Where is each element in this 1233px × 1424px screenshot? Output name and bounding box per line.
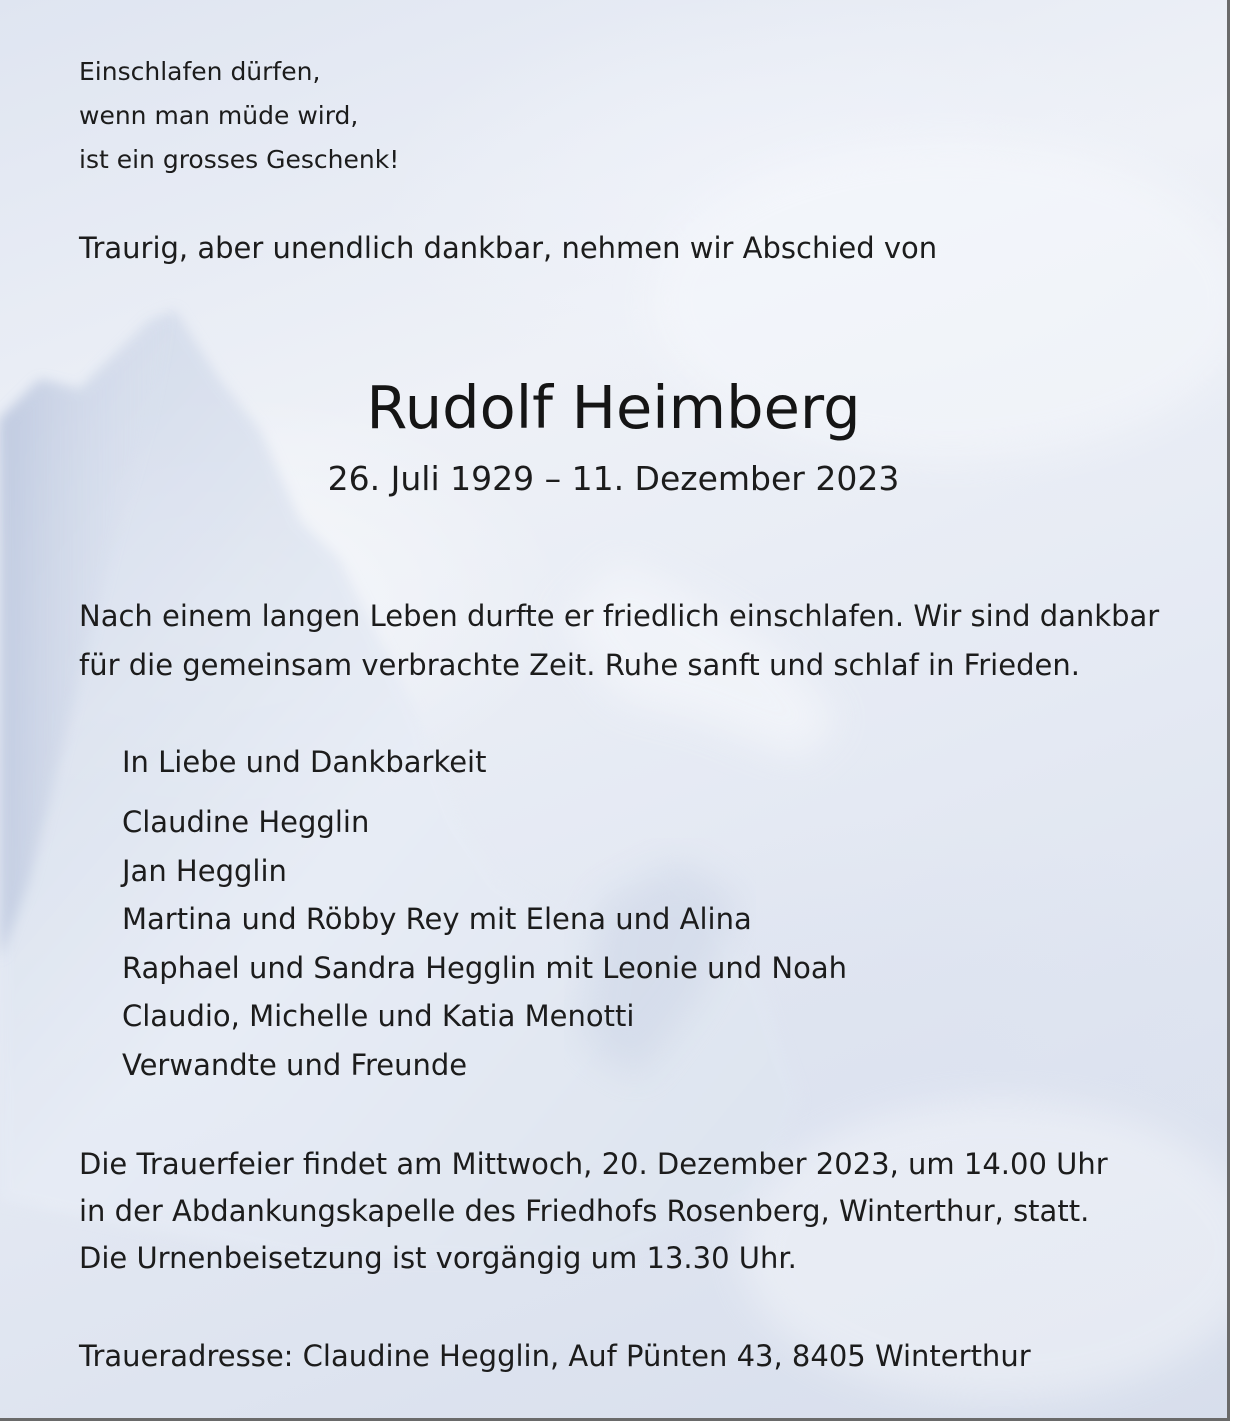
intro-text: Traurig, aber unendlich dankbar, nehmen wir Abschied von (79, 231, 938, 265)
poem-line: wenn man müde wird, (79, 101, 359, 130)
mourner-name: Claudio, Michelle und Katia Menotti (122, 999, 635, 1033)
mourner-name: Jan Hegglin (122, 853, 287, 888)
body-line: für die gemeinsam verbrachte Zeit. Ruhe sanft und schlaf in Frieden. (79, 648, 1080, 682)
service-line: Die Urnenbeisetzung ist vorgängig um 13.30 Uhr. (79, 1241, 797, 1275)
mourning-address: Traueradresse: Claudine Hegglin, Auf Pünten 43, 8405 Winterthur (79, 1339, 1031, 1373)
mourner-name: Raphael und Sandra Hegglin mit Leonie und Noah (122, 950, 847, 985)
signoff: In Liebe und Dankbarkeit (122, 745, 487, 779)
mourner-name: Claudine Hegglin (122, 805, 370, 839)
poem (79, 50, 399, 182)
service-line: in der Abdankungskapelle des Friedhofs Rosenberg, Winterthur, statt. (79, 1194, 1090, 1228)
poem-line: ist ein grosses Geschenk! (79, 145, 400, 174)
poem-line: Einschlafen dürfen, (79, 57, 321, 86)
deceased-name: Rudolf Heimberg (366, 373, 861, 442)
mourners-list (122, 798, 847, 1089)
body-line: Nach einem langen Leben durfte er friedlich einschlafen. Wir sind dankbar (79, 599, 1160, 633)
service-line: Die Trauerfeier findet am Mittwoch, 20. Dezember 2023, um 14.00 Uhr (79, 1147, 1108, 1181)
service-info (79, 1141, 1108, 1282)
life-dates: 26. Juli 1929 – 11. Dezember 2023 (327, 459, 900, 498)
mourner-name: Verwandte und Freunde (122, 1047, 468, 1082)
mourner-name: Martina und Röbby Rey mit Elena und Alina (122, 902, 752, 936)
body-text (79, 592, 1159, 690)
